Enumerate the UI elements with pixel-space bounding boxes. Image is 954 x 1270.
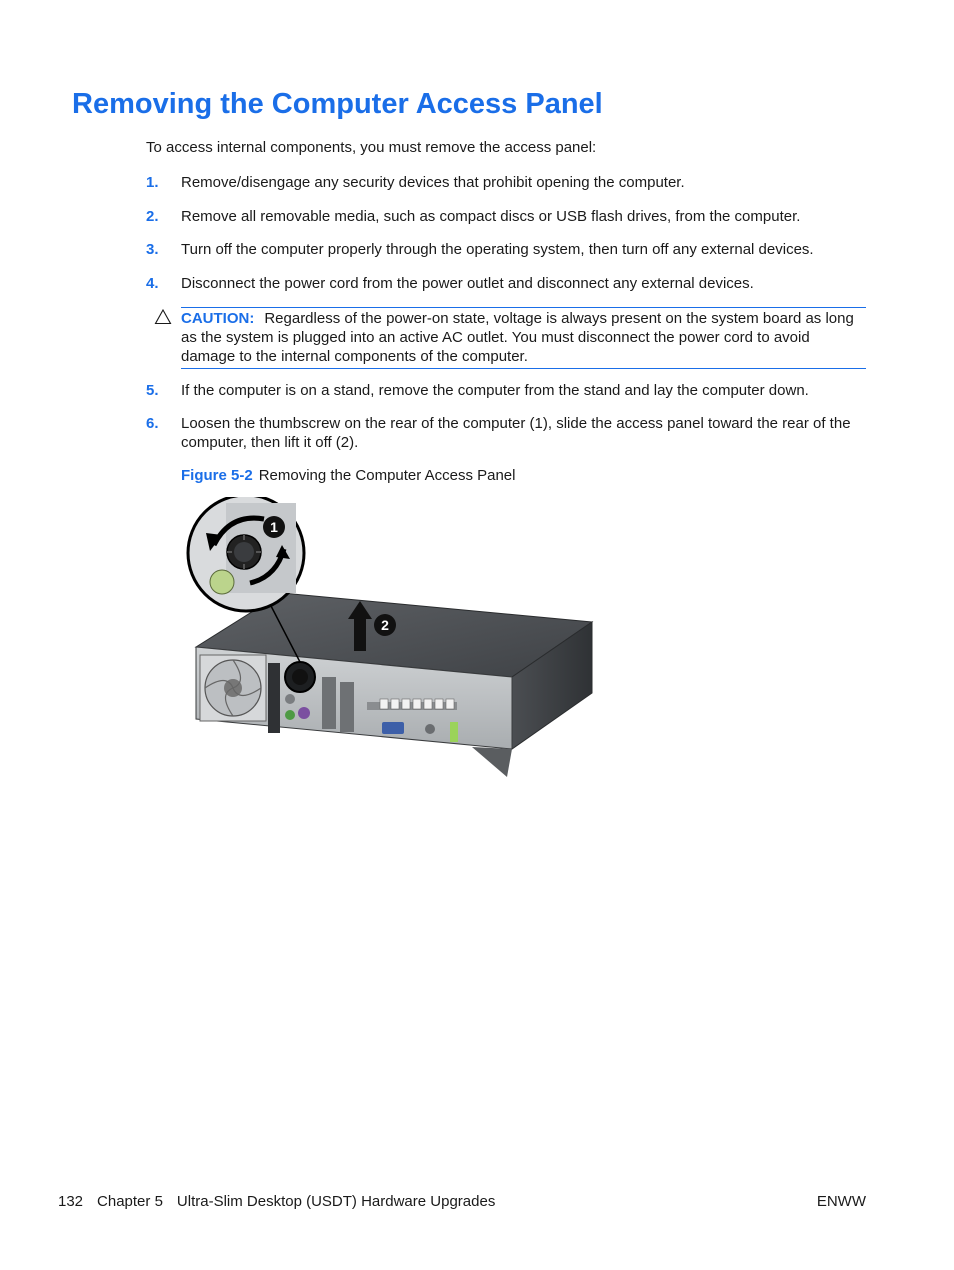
step-text: Disconnect the power cord from the power outlet and disconnect any external devices. [181, 275, 754, 292]
page-number: 132 [58, 1193, 84, 1210]
caution-text: Regardless of the power-on state, voltage is always present on the system board as long as the system is plugged into an active AC outlet. You must disconnect the power cord to avoid damage to the internal components of the computer. [181, 310, 854, 365]
step-text: Turn off the computer properly through the operating system, then turn off any external devices. [181, 241, 814, 258]
computer-access-panel-illustration [182, 497, 602, 782]
footer-right: ENWW [816, 1193, 866, 1210]
footer-left [58, 1193, 495, 1210]
step-number: 5. [146, 382, 159, 399]
intro-text: To access internal components, you must remove the access panel: [146, 139, 597, 156]
callout-1-label: 1 [270, 519, 278, 535]
caution-box [181, 307, 866, 369]
thumbscrew-zoom-inset [188, 497, 304, 611]
callout-1-badge [263, 516, 285, 538]
step-text: If the computer is on a stand, remove the computer from the stand and lay the computer down. [181, 382, 809, 399]
caution-label: CAUTION: [181, 310, 255, 327]
step-number: 2. [146, 208, 159, 225]
step-text: Loosen the thumbscrew on the rear of the computer (1), slide the access panel toward the rear of the computer, then lift it off (2). [181, 415, 851, 451]
callout-2-label: 2 [381, 617, 389, 633]
thumbscrew-knob [227, 535, 261, 569]
step-number: 3. [146, 241, 159, 258]
page-title: Removing the Computer Access Panel [72, 88, 603, 120]
thumbscrew-highlight [285, 662, 315, 692]
figure-caption-text: Removing the Computer Access Panel [258, 467, 516, 484]
figure-caption [181, 467, 515, 484]
step-text: Remove/disengage any security devices that prohibit opening the computer. [181, 174, 685, 191]
caution-triangle-icon [154, 308, 172, 326]
chapter-label: Chapter 5 [97, 1193, 163, 1210]
step-text: Remove all removable media, such as compact discs or USB flash drives, from the computer. [181, 208, 801, 225]
figure-label: Figure 5-2 [181, 467, 253, 484]
chapter-title: Ultra-Slim Desktop (USDT) Hardware Upgrades [176, 1193, 496, 1210]
step-number: 6. [146, 415, 159, 432]
callout-2-badge [374, 614, 396, 636]
step-number: 4. [146, 275, 159, 292]
step-number: 1. [146, 174, 159, 191]
